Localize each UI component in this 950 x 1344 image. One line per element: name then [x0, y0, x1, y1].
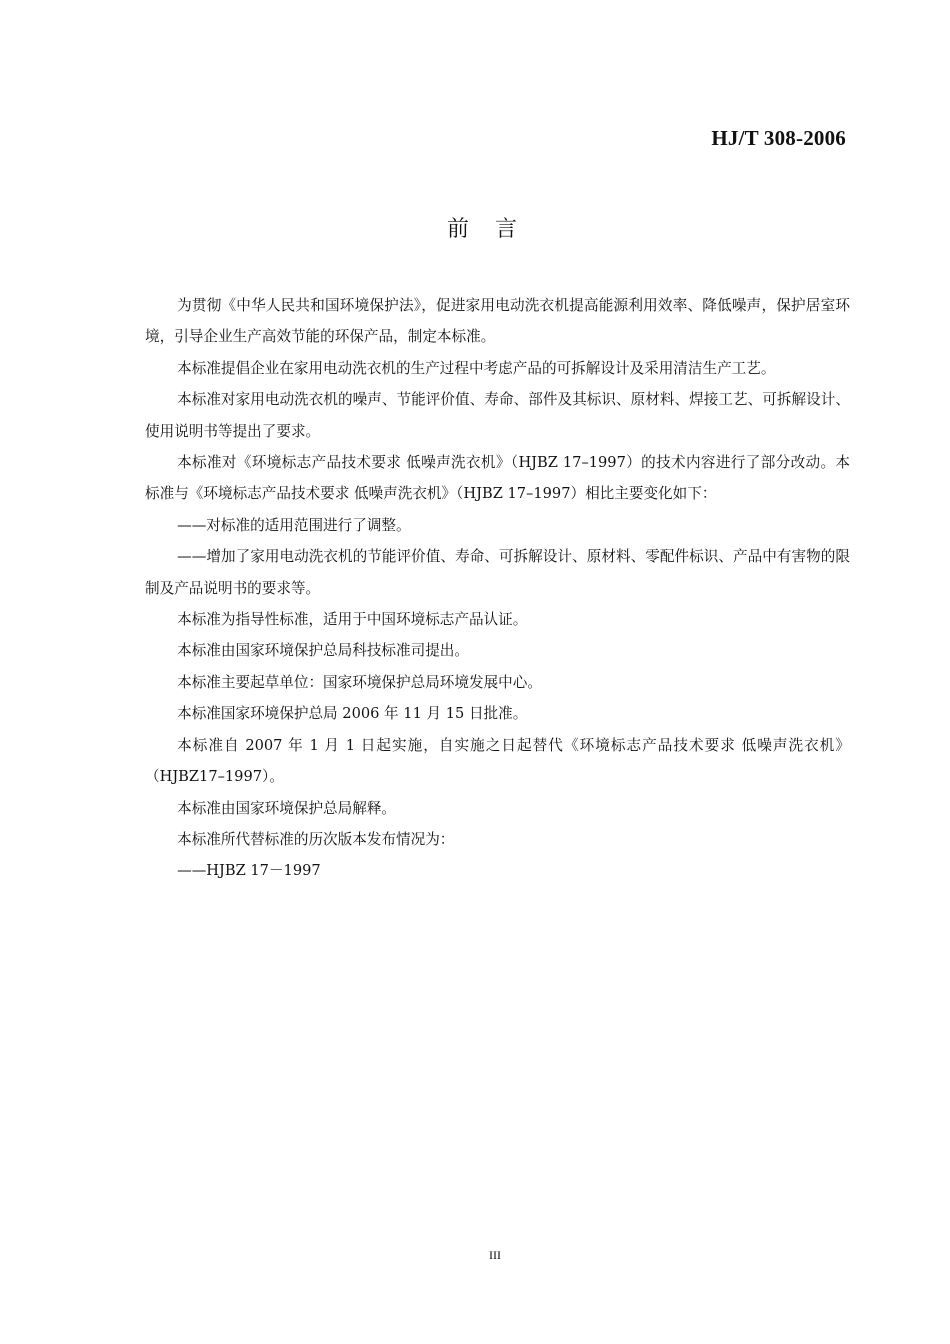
paragraph: 本标准提倡企业在家用电动洗衣机的生产过程中考虑产品的可拆解设计及采用清洁生产工艺。	[177, 359, 776, 377]
list-item: ——HJBZ 17－1997	[177, 862, 321, 880]
paragraph: 本标准自 2007 年 1 月 1 日起实施，自实施之日起替代《环境标志产品技术要求 低噪声洗衣机》（HJBZ17–1997）。	[145, 736, 850, 786]
paragraph: 本标准对《环境标志产品技术要求 低噪声洗衣机》（HJBZ 17–1997）的技术内容进行了部分改动。本标准与《环境标志产品技术要求 低噪声洗衣机》（HJBZ 17–1997）相比主要变化如下：	[145, 454, 850, 503]
page-title: 前言	[446, 217, 543, 242]
page-number: III	[489, 1248, 501, 1262]
paragraph: 本标准国家环境保护总局 2006 年 11 月 15 日批准。	[177, 705, 528, 723]
paragraph: 为贯彻《中华人民共和国环境保护法》，促进家用电动洗衣机提高能源利用效率、降低噪声，保护居室环境，引导企业生产高效节能的环保产品，制定本标准。	[145, 297, 850, 346]
paragraph: 本标准由国家环境保护总局科技标准司提出。	[177, 642, 469, 660]
document-code: HJ/T 308-2006	[711, 126, 846, 150]
paragraph: 本标准所代替标准的历次版本发布情况为：	[177, 830, 455, 848]
foreword-body	[145, 290, 850, 887]
list-item: ——增加了家用电动洗衣机的节能评价值、寿命、可拆解设计、原材料、零配件标识、产品中有害物的限制及产品说明书的要求等。	[145, 548, 850, 597]
list-item: ——对标准的适用范围进行了调整。	[177, 516, 411, 534]
paragraph: 本标准由国家环境保护总局解释。	[177, 799, 397, 817]
paragraph: 本标准对家用电动洗衣机的噪声、节能评价值、寿命、部件及其标识、原材料、焊接工艺、可拆解设计、使用说明书等提出了要求。	[145, 391, 850, 440]
paragraph: 本标准主要起草单位：国家环境保护总局环境发展中心。	[177, 673, 542, 691]
paragraph: 本标准为指导性标准，适用于中国环境标志产品认证。	[177, 611, 528, 629]
